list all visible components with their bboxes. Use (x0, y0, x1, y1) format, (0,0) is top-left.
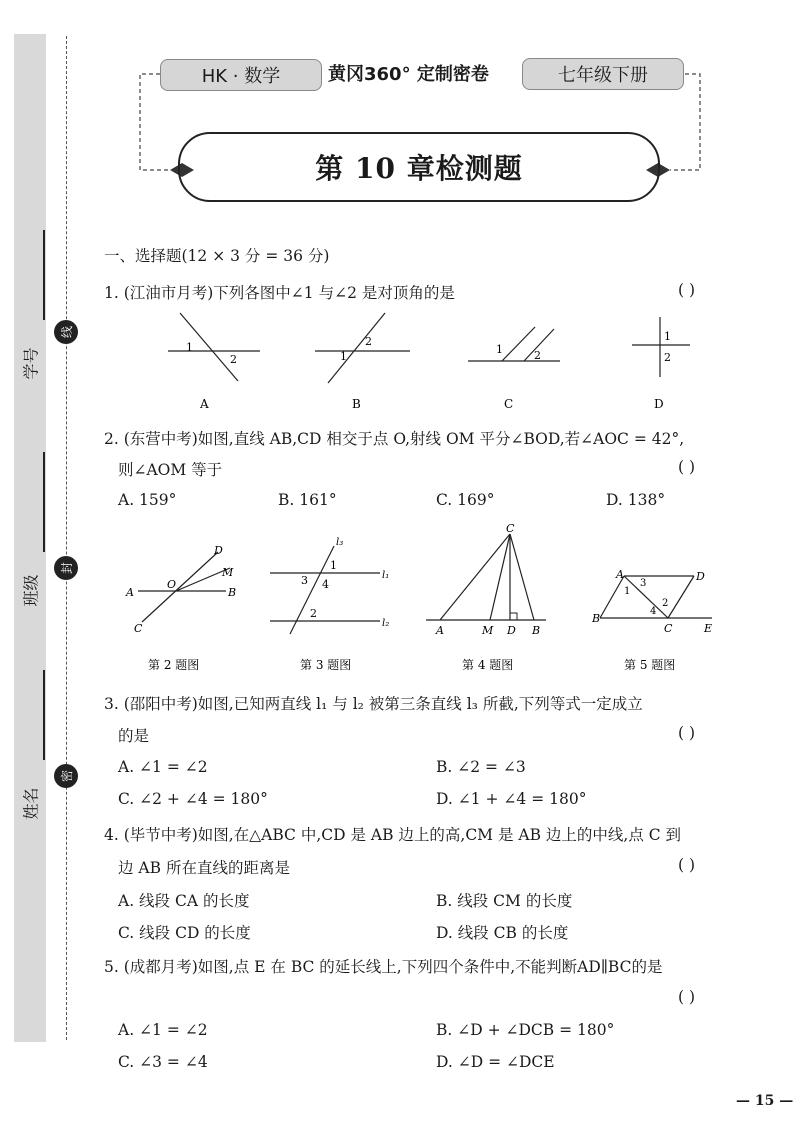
option: B. 161° (278, 491, 337, 509)
svg-text:2: 2 (310, 607, 317, 620)
answer-bracket: ( ) (678, 988, 696, 1006)
svg-text:A: A (616, 568, 624, 581)
option: A. 线段 CA 的长度 (118, 892, 250, 910)
svg-text:D: D (696, 570, 705, 583)
svg-text:C: C (504, 397, 514, 411)
page-number: — 15 — (736, 1093, 794, 1109)
question-5-line-1: 5. (成都月考)如图,点 E 在 BC 的延长线上,下列四个条件中,不能判断AD∥BC的是 (104, 958, 663, 976)
svg-text:C: C (134, 622, 143, 635)
figure-a (168, 313, 260, 411)
question-1-figures (150, 305, 730, 415)
svg-text:1: 1 (186, 341, 193, 354)
svg-text:1: 1 (340, 350, 347, 363)
option: D. ∠1 + ∠4 = 180° (436, 790, 587, 808)
figures-row (118, 518, 738, 678)
seal-badge: 封 (54, 556, 78, 580)
svg-text:D: D (214, 544, 223, 557)
svg-text:A: A (126, 586, 134, 599)
question-4-line-2: 边 AB 所在直线的距离是 (118, 859, 290, 877)
svg-text:1: 1 (496, 343, 503, 356)
student-id-label: 学号 (21, 347, 41, 380)
svg-text:4: 4 (650, 606, 657, 617)
question-1-text: 1. (江油市月考)下列各图中∠1 与∠2 是对顶角的是 (104, 284, 455, 302)
svg-text:C: C (664, 622, 673, 635)
cut-line (66, 36, 67, 1040)
svg-text:1: 1 (664, 330, 671, 343)
svg-text:M: M (482, 624, 494, 637)
grade-badge: 七年级下册 (522, 58, 684, 90)
svg-text:M: M (222, 566, 234, 579)
option: A. ∠1 = ∠2 (118, 1021, 208, 1039)
figure-2 (125, 544, 236, 672)
svg-text:第 3 题图: 第 3 题图 (300, 658, 352, 672)
svg-text:O: O (167, 578, 177, 591)
svg-text:B: B (228, 586, 237, 599)
svg-text:1: 1 (624, 586, 631, 597)
class-label: 班级 (21, 574, 41, 607)
option: A. ∠1 = ∠2 (118, 758, 208, 776)
option: C. 线段 CD 的长度 (118, 924, 251, 942)
chapter-title: 第 10 章检测题 (315, 152, 523, 185)
svg-text:l₂: l₂ (382, 618, 390, 629)
svg-text:D: D (507, 624, 516, 637)
svg-text:2: 2 (365, 335, 372, 348)
question-4-line-1: 4. (毕节中考)如图,在△ABC 中,CD 是 AB 边上的高,CM 是 AB 边上的中线,点 C 到 (104, 826, 682, 844)
name-line (43, 670, 45, 760)
svg-text:2: 2 (534, 349, 541, 362)
svg-text:第 5 题图: 第 5 题图 (624, 658, 676, 672)
option: C. 169° (436, 491, 495, 509)
svg-text:1: 1 (330, 559, 337, 572)
answer-bracket: ( ) (678, 724, 696, 742)
question-2-line-2: 则∠AOM 等于 (118, 461, 223, 479)
section-heading: 一、选择题(12 × 3 分 = 36 分) (104, 247, 330, 265)
option: C. ∠3 = ∠4 (118, 1053, 208, 1071)
class-line (43, 452, 45, 552)
svg-text:A: A (200, 397, 209, 411)
figure-4 (426, 522, 546, 672)
svg-text:D: D (654, 397, 664, 411)
figure-d (632, 317, 690, 411)
answer-bracket: ( ) (678, 281, 696, 299)
question-3-line-1: 3. (邵阳中考)如图,已知两直线 l₁ 与 l₂ 被第三条直线 l₃ 所截,下列等式一定成立 (104, 695, 643, 713)
option: D. ∠D = ∠DCE (436, 1053, 555, 1071)
option: A. 159° (118, 491, 177, 509)
svg-text:B: B (532, 624, 541, 637)
answer-bracket: ( ) (678, 458, 696, 476)
option: D. 138° (606, 491, 666, 509)
svg-text:A: A (436, 624, 444, 637)
option: B. ∠2 = ∠3 (436, 758, 526, 776)
seal-badge: 密 (54, 764, 78, 788)
option: B. ∠D + ∠DCB = 180° (436, 1021, 615, 1039)
figure-c (468, 327, 560, 411)
svg-text:2: 2 (230, 353, 237, 366)
subject-badge: HK · 数学 (160, 59, 322, 91)
student-id-line (43, 230, 45, 320)
svg-text:3: 3 (301, 574, 308, 587)
svg-text:第 4 题图: 第 4 题图 (462, 658, 514, 672)
svg-text:C: C (506, 522, 515, 535)
figure-3 (270, 537, 389, 672)
option: B. 线段 CM 的长度 (436, 892, 573, 910)
svg-text:第 2 题图: 第 2 题图 (148, 658, 200, 672)
svg-text:3: 3 (640, 578, 647, 589)
svg-text:2: 2 (664, 351, 671, 364)
svg-text:B: B (352, 397, 361, 411)
svg-text:2: 2 (662, 598, 669, 609)
option: C. ∠2 + ∠4 = 180° (118, 790, 268, 808)
svg-text:E: E (704, 622, 713, 635)
option: D. 线段 CB 的长度 (436, 924, 569, 942)
seal-badge: 线 (54, 320, 78, 344)
svg-text:B: B (592, 612, 601, 625)
svg-text:4: 4 (322, 578, 329, 591)
question-3-line-2: 的是 (118, 727, 150, 745)
figure-5 (591, 568, 712, 672)
brand-title: 黄冈360° 定制密卷 (328, 64, 489, 85)
svg-text:l₁: l₁ (382, 570, 390, 581)
answer-bracket: ( ) (678, 856, 696, 874)
svg-text:l₃: l₃ (336, 537, 344, 548)
binding-strip (14, 34, 46, 1042)
question-2-line-1: 2. (东营中考)如图,直线 AB,CD 相交于点 O,射线 OM 平分∠BOD,若∠AOC = 42°, (104, 430, 685, 448)
chapter-title-box (178, 132, 660, 202)
figure-b (315, 313, 410, 411)
name-label: 姓名 (21, 787, 41, 820)
